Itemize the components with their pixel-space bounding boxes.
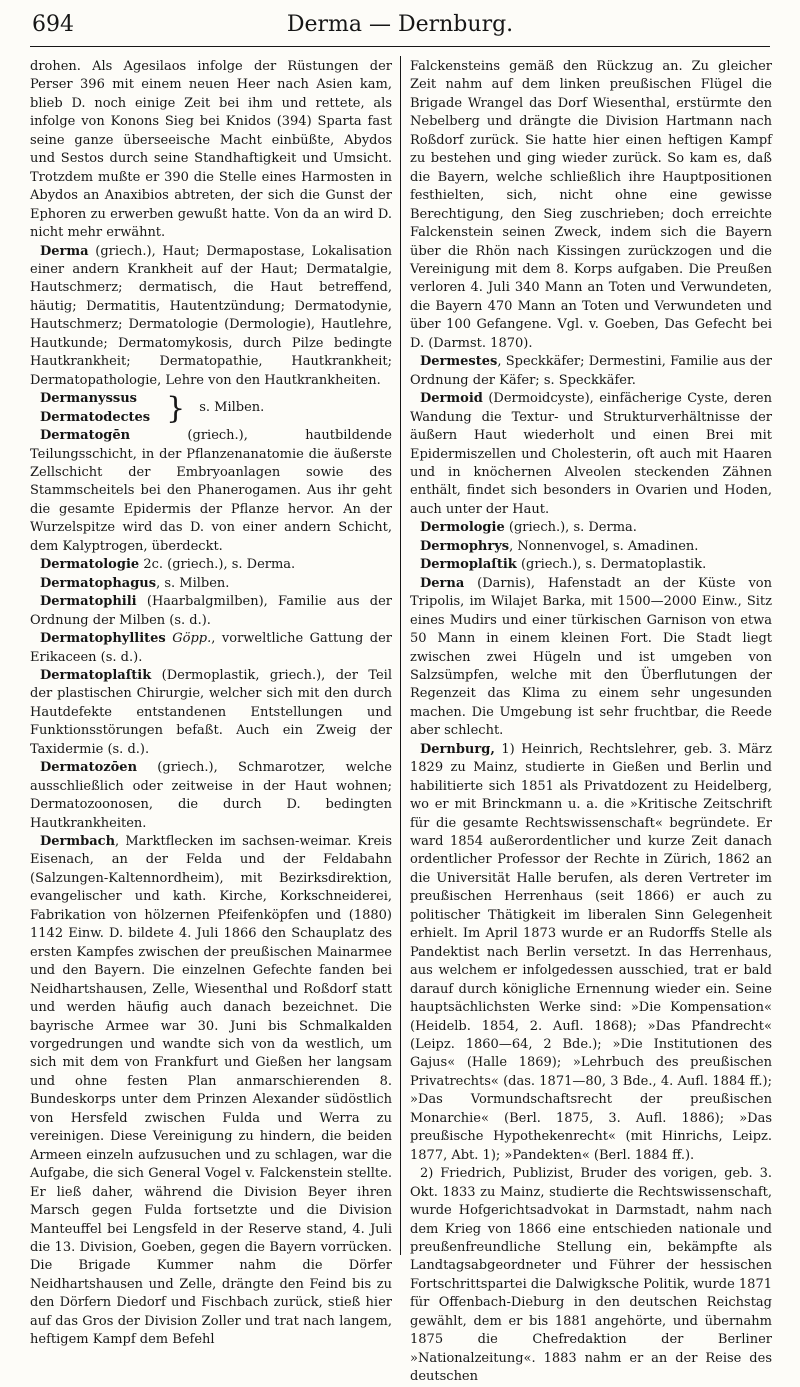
entry-dermophrys — [410, 538, 772, 556]
entry-text: 2) Friedrich, Publizist, Bruder des vorigen, geb. 3. Okt. 1833 zu Mainz, studierte die Rechtswissenschaft, wurde Hofgerichtsadvokat in Darmstadt, nahm nach dem Krieg von 1866 eine entschieden nationale und preußenfreundliche Stellung ein, bekämpfte als Landtagsabgeordneter und Führer der hessischen Fortschrittspartei die Dalwigksche Politik, wurde 1871 für Offenbach-Dieburg in den deutschen Reichstag gewählt, dem er bis 1881 angehörte, und übernahm 1875 die Chefredaktion der Berliner »Nationalzeitung«. 1883 nahm er an der Reise des deutschen — [410, 1166, 772, 1385]
headword: Dermatophili — [40, 594, 137, 610]
entry-text: (Dermoidcyste), einfächerige Cyste, deren Wandung die Textur- und Strukturverhältnisse der äußern Haut wiederholt und einen Brei mit Epidermiszellen und Cholesterin, oft auch mit Haaren und in knöchernen Alveolen steckenden Zähnen enthält, findet sich besonders in Ovarien und Hoden, auch unter der Haut. — [410, 391, 772, 517]
continued-text: Falckensteins gemäß den Rückzug an. Zu gleicher Zeit nahm auf dem linken preußischen Flügel die Brigade Wrangel das Dorf Wiesenthal, erstürmte den Nebelberg und drängte die Division Hartmann nach Roßdorf zurück. Sie hatte hier einen heftigen Kampf zu bestehen und ging wieder zurück. So kam es, daß die Bayern, welche schließlich ihre Hauptpositionen festhielten, sich, nicht ohne eine gewisse Berechtigung, den Sieg zuschrieben; doch erreichte Falckenstein seinen Zweck, indem sich die Bayern über die Rhön nach Kissingen zurückzogen und die Vereinigung mit dem 8. Korps aufgaben. Die Preußen verloren 4. Juli 340 Mann an Toten und Verwundeten, die Bayern 470 Mann an Toten und Verwundeten und über 100 Gefangene. Vgl. v. Goeben, Das Gefecht bei D. (Darmst. 1870). — [410, 59, 772, 351]
headword: Derma — [40, 243, 89, 259]
headword: Dermologie — [420, 520, 505, 536]
entry-text: (Haarbalgmilben), Familie aus der Ordnung der Milben (s. d.). — [30, 594, 392, 628]
headword: Dermatogēn — [40, 428, 131, 444]
entry-dermatophyllites — [30, 630, 392, 667]
headword: Dermatozōen — [40, 760, 138, 776]
headword: Dermoplaſtik — [420, 557, 517, 573]
headword: Dermestes — [420, 354, 498, 370]
entry-dermatophili — [30, 593, 392, 630]
headword: Derna — [420, 575, 465, 591]
entry-dermatophagus — [30, 575, 392, 593]
entry-text: (Dermoplastik, griech.), der Teil der plastischen Chirurgie, welcher sich mit den durch Hautdefekte entstandenen Entstellungen und Funktionsstörungen befaßt. Auch ein Zweig der Taxidermie (s. d.). — [30, 667, 392, 757]
headword: Dermanyssus — [40, 391, 137, 407]
author-abbreviation: Göpp. — [172, 631, 212, 647]
entry-text: 1) Heinrich, Rechtslehrer, geb. 3. März 1829 zu Mainz, studierte in Gießen und Berlin und habilitierte sich 1851 als Privatdozent zu Heidelberg, wo er mit Brinckmann u. a. die »Kritische Zeitschrift für die gesamte Rechtswissenschaft« begründete. Er ward 1854 außerordentlicher und kurze Zeit danach ordentlicher Professor der Rechte in Zürich, 1862 an die Universität Halle berufen, als deren Vertreter im preußischen Herrenhaus (seit 1866) er auch zu politischer Thätigkeit im liberalen Sinn Gelegenheit erhielt. Im April 1873 wurde er an Rudorffs Stelle als Pandektist nach Berlin versetzt. In das Herrenhaus, aus welchem er infolgedessen ausschied, trat er bald darauf durch königliche Ernennung wieder ein. Seine hauptsächlichsten Werke sind: »Die Kompensation« (Heidelb. 1854, 2. Aufl. 1868); »Das Pfandrecht« (Leipz. 1860—64, 2 Bde.); »Die Institutionen des Gajus« (Halle 1869); »Lehrbuch des preußischen Privatrechts« (das. 1871—80, 3 Bde., 4. Aufl. 1884 ff.); »Das Vormundschaftsrecht der preußischen Monarchie« (Berl. 1875, 3. Aufl. 1886); »Das preußische Hypothekenrecht« (mit Hinrichs, Leipz. 1877, Abt. 1); »Pandekten« (Berl. 1884 ff.). — [410, 741, 772, 1163]
entry-dernburg-2 — [410, 1165, 772, 1386]
entry-text: , Nonnenvogel, s. Amadinen. — [509, 538, 699, 554]
headword: Dernburg, — [420, 741, 495, 757]
headword: Dermophrys — [420, 538, 510, 554]
entry-dermanyssus — [30, 390, 392, 427]
entry-dermatogen — [30, 427, 392, 556]
entry-dermoid — [410, 390, 772, 519]
headword: Dermatophyllites — [40, 631, 166, 647]
entry-text: , Speckkäfer; Dermestini, Familie aus der Ordnung der Käfer; s. Speckkäfer. — [410, 354, 772, 388]
headword: Dermatologie — [40, 557, 140, 573]
headword-group — [30, 390, 150, 427]
entry-dermologie — [410, 519, 772, 537]
entry-text: (Darnis), Hafenstadt an der Küste von Tripolis, im Wilajet Barka, mit 1500—2000 Einw., Sitz eines Mudirs und einer türkischen Garnison von etwa 50 Mann in einem kleinen Fort. Die Stadt liegt zwischen zwei Hügeln und ist umgeben von Salzsümpfen, welche mit den Überflutungen der Regenzeit das Klima zu einem sehr ungesunden machen. Die Umgebung ist sehr fruchtbar, die Reede aber schlecht. — [410, 575, 772, 739]
headword: Dermatoplaſtik — [40, 667, 152, 683]
entry-dermestes — [410, 353, 772, 390]
entry-derna — [410, 575, 772, 741]
page-header — [30, 10, 770, 47]
brace: } — [166, 390, 186, 426]
entry-text: , hautbildende Teilungsschicht, in der Pflanzenanatomie die äußerste Zellschicht der Embryoanlagen sowie des Stammscheitels bei den Phanerogamen. Aus ihr geht die gesamte Epidermis der Pflanze hervor. An der Wurzelspitze wird das D. von einer andern Schicht, dem Kalyptrogen, überdeckt. — [30, 428, 392, 554]
entry-text: 2c. (griech.), s. Derma. — [143, 557, 296, 573]
entry-dermoplastik — [410, 556, 772, 574]
entry-text: , Marktflecken im sachsen-weimar. Kreis Eisenach, an der Felda und der Feldabahn (Salzungen-Kaltennordheim), mit Bezirksdirektion, evangelischer und kath. Kirche, Korkschneiderei, Fabrikation von hölzernen Pfeifenköpfen und (1880) 1142 Einw. D. bildete 4. Juli 1866 den Schauplatz des ersten Kampfes zwischen der preußischen Mainarmee und den Bayern. Die einzelnen Gefechte fanden bei Neidhartshausen, Zelle, Wiesenthal und Roßdorf statt und werden häufig auch danach bezeichnet. Die bayrische Armee war 30. Juni bis Schmalkalden vorgedrungen und wandte sich von da westlich, um sich mit dem von Frankfurt und Gießen her langsam und ohne festen Plan anmarschierenden 8. Bundeskorps unter dem Prinzen Alexander südöstlich von Hersfeld zwischen Fulda und Werra zu vereinigen. Diese Vereinigung zu hindern, die beiden Armeen einzeln aufzusuchen und zu schlagen, war die Aufgabe, die sich General Vogel v. Falckenstein stellte. Er ließ daher, während die Division Beyer ihren Marsch gegen Fulda fortsetzte und die Division Manteuffel bei Lengsfeld in der Reserve stand, 4. Juli die 13. Division, Goeben, gegen die Bayern vorrücken. Die Brigade Kummer nahm die Dörfer Neidhartshausen und Zelle, drängte den Feind bis zu den Dörfern Diedorf und Fischbach zurück, stieß hier auf das Gros der Division Zoller und trat nach langem, heftigem Kampf dem Befehl — [30, 834, 392, 1348]
headword: Dermbach — [40, 834, 116, 850]
entry-text: (griech.), s. Dermatoplastik. — [516, 557, 707, 573]
page-number: 694 — [32, 12, 74, 37]
entry-text: (griech.), Schmarotzer, welche ausschließlich oder zeitweise in der Haut wohnen; Dermatozoonosen, die durch D. bedingten Hautkrankheiten. — [30, 760, 392, 831]
etymology: (griech.) — [187, 428, 244, 444]
left-column — [30, 58, 392, 1348]
entry-text: , vorweltliche Gattung der Erikaceen (s. d.). — [30, 631, 392, 665]
entry-text: , Haut; Dermapostase, Lokalisation einer andern Krankheit auf der Haut; Dermatalgie, Hautschmerz; dermatisch, die Haut betreffend, häutig; Dermatitis, Hautentzündung; Dermatodynie, Hautschmerz; Dermatologie (Dermologie), Hautlehre, Hautkunde; Dermatomykosis, durch Pilze bedingte Hautkrankheit; Dermatopathie, Hautkrankheit; Dermatopathologie, Lehre von den Hautkrankheiten. — [30, 243, 392, 388]
entry-dermatozoen — [30, 759, 392, 833]
etymology: (griech.) — [95, 243, 152, 259]
entry-text: (griech.), s. Derma. — [504, 520, 637, 536]
headword: Dermatodectes — [40, 409, 151, 425]
running-title: Derma — Dernburg. — [286, 12, 514, 37]
entry-text: , s. Milben. — [156, 575, 230, 591]
entry-dernburg — [410, 741, 772, 1165]
headword: Dermoid — [420, 391, 483, 407]
entry-dermatoplastik — [30, 667, 392, 759]
entry-text: s. Milben. — [199, 400, 265, 416]
right-column — [410, 58, 772, 1385]
entry-derma — [30, 243, 392, 391]
entry-dermatologie — [30, 556, 392, 574]
entry-dermbach — [30, 833, 392, 1350]
column-divider — [400, 56, 401, 1255]
continued-text: drohen. Als Agesilaos infolge der Rüstungen der Perser 396 mit einem neuen Heer nach Asien kam, blieb D. noch einige Zeit bei ihm und rettete, als infolge von Konons Sieg bei Knidos (394) Sparta fast seine ganze überseeische Macht einbüßte, Abydos und Sestos durch seine Standhaftigkeit und Umsicht. Trotzdem mußte er 390 die Stelle eines Harmosten in Abydos an Anaxibios abtreten, der sich die Gunst der Ephoren zu erwerben gewußt hatte. Von da an wird D. nicht mehr erwähnt. — [30, 59, 392, 241]
headword: Dermatophagus — [40, 575, 157, 591]
